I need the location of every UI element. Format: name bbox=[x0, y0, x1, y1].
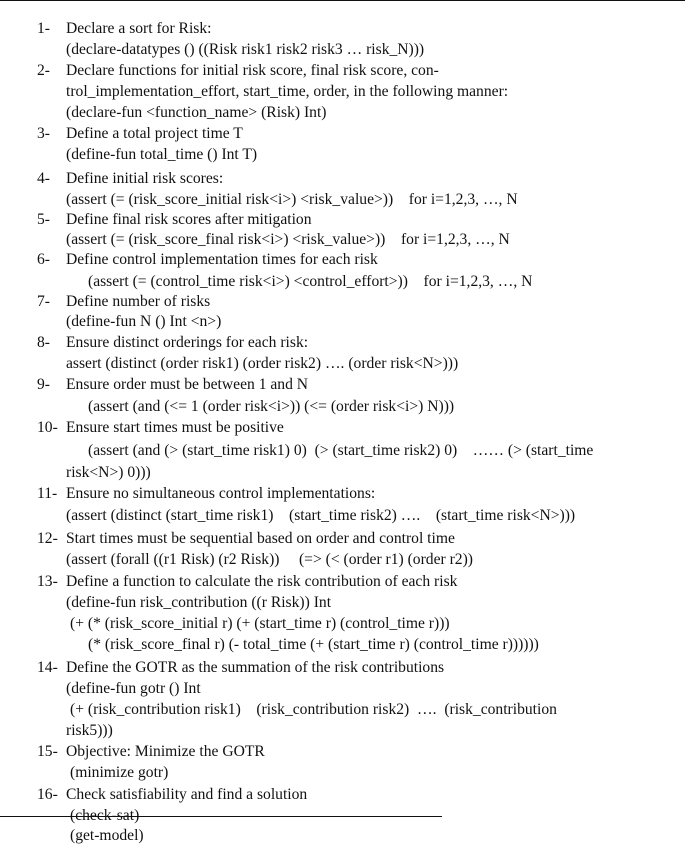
step-code: (assert (and (<= 1 (order risk<i>)) (<= (order risk<i>) N))) bbox=[88, 398, 455, 415]
step-code: (+ (* (risk_score_initial r) (+ (start_time r) (control_time r))) bbox=[70, 615, 450, 632]
step-code: (assert (= (risk_score_final risk<i>) <risk_value>)) for i=1,2,3, …, N bbox=[66, 231, 510, 248]
step-code: (assert (= (control_time risk<i>) <control_effort>)) for i=1,2,3, …, N bbox=[88, 273, 533, 290]
step-code: (check-sat) bbox=[70, 807, 140, 824]
step-code-continued: risk5))) bbox=[66, 722, 113, 739]
step-code: assert (distinct (order risk1) (order risk2) …. (order risk<N>))) bbox=[66, 355, 459, 372]
step-title: Declare a sort for Risk: bbox=[66, 20, 212, 37]
step-title: Ensure order must be between 1 and N bbox=[66, 376, 309, 393]
step-title: Define initial risk scores: bbox=[66, 170, 224, 187]
step-code: (assert (and (> (start_time risk1) 0) (> (start_time risk2) 0) …… (> (start_time bbox=[88, 442, 594, 459]
step-title: Define final risk scores after mitigation bbox=[66, 211, 312, 228]
step-number: 16- bbox=[37, 786, 58, 803]
step-number: 2- bbox=[37, 62, 50, 79]
bottom-rule bbox=[0, 816, 442, 817]
step-number: 14- bbox=[37, 659, 58, 676]
step-code: (define-fun risk_contribution ((r Risk)) Int bbox=[66, 594, 332, 611]
step-title: Ensure no simultaneous control implementations: bbox=[66, 485, 376, 502]
step-code: (+ (risk_contribution risk1) (risk_contribution risk2) …. (risk_contribution bbox=[70, 701, 557, 718]
step-title: Declare functions for initial risk score, final risk score, con- bbox=[66, 62, 439, 79]
step-code: (declare-datatypes () ((Risk risk1 risk2 risk3 … risk_N))) bbox=[66, 41, 425, 58]
step-code: (assert (forall ((r1 Risk) (r2 Risk)) (=> (< (order r1) (order r2)) bbox=[66, 551, 473, 568]
step-title: Define number of risks bbox=[66, 293, 211, 310]
step-code: (define-fun total_time () Int T) bbox=[66, 146, 258, 163]
step-code: (assert (= (risk_score_initial risk<i>) <risk_value>)) for i=1,2,3, …, N bbox=[66, 191, 518, 208]
step-title: Define a total project time T bbox=[66, 125, 243, 142]
step-number: 15- bbox=[37, 743, 58, 760]
step-number: 6- bbox=[37, 251, 50, 268]
step-title: Ensure distinct orderings for each risk: bbox=[66, 334, 309, 351]
step-number: 1- bbox=[37, 20, 50, 37]
step-title: Start times must be sequential based on order and control time bbox=[66, 530, 455, 547]
step-title: Objective: Minimize the GOTR bbox=[66, 743, 265, 760]
step-number: 11- bbox=[37, 485, 58, 502]
top-rule bbox=[0, 0, 685, 1]
step-code: (get-model) bbox=[70, 827, 144, 844]
step-code: (declare-fun <function_name> (Risk) Int) bbox=[66, 104, 327, 121]
step-code: (define-fun gotr () Int bbox=[66, 680, 201, 697]
step-code: (* (risk_score_final r) (- total_time (+ (start_time r) (control_time r)))))) bbox=[88, 636, 539, 653]
step-title: Define control implementation times for each risk bbox=[66, 251, 378, 268]
step-number: 7- bbox=[37, 293, 50, 310]
step-number: 5- bbox=[37, 211, 50, 228]
step-title: Check satisfiability and find a solution bbox=[66, 786, 308, 803]
step-number: 9- bbox=[37, 376, 50, 393]
step-code-continued: risk<N>) 0))) bbox=[66, 464, 151, 481]
step-number: 10- bbox=[37, 419, 58, 436]
step-title: Define the GOTR as the summation of the risk contributions bbox=[66, 659, 445, 676]
step-number: 13- bbox=[37, 573, 58, 590]
step-number: 8- bbox=[37, 334, 50, 351]
step-title-continued: trol_implementation_effort, start_time, order, in the following manner: bbox=[66, 83, 509, 100]
step-code: (minimize gotr) bbox=[70, 764, 169, 781]
step-code: (assert (distinct (start_time risk1) (start_time risk2) …. (start_time risk<N>))) bbox=[66, 507, 576, 524]
step-number: 12- bbox=[37, 530, 58, 547]
step-number: 3- bbox=[37, 125, 50, 142]
step-code: (define-fun N () Int <n>) bbox=[66, 313, 222, 330]
step-title: Ensure start times must be positive bbox=[66, 419, 284, 436]
step-number: 4- bbox=[37, 170, 50, 187]
step-title: Define a function to calculate the risk contribution of each risk bbox=[66, 573, 458, 590]
